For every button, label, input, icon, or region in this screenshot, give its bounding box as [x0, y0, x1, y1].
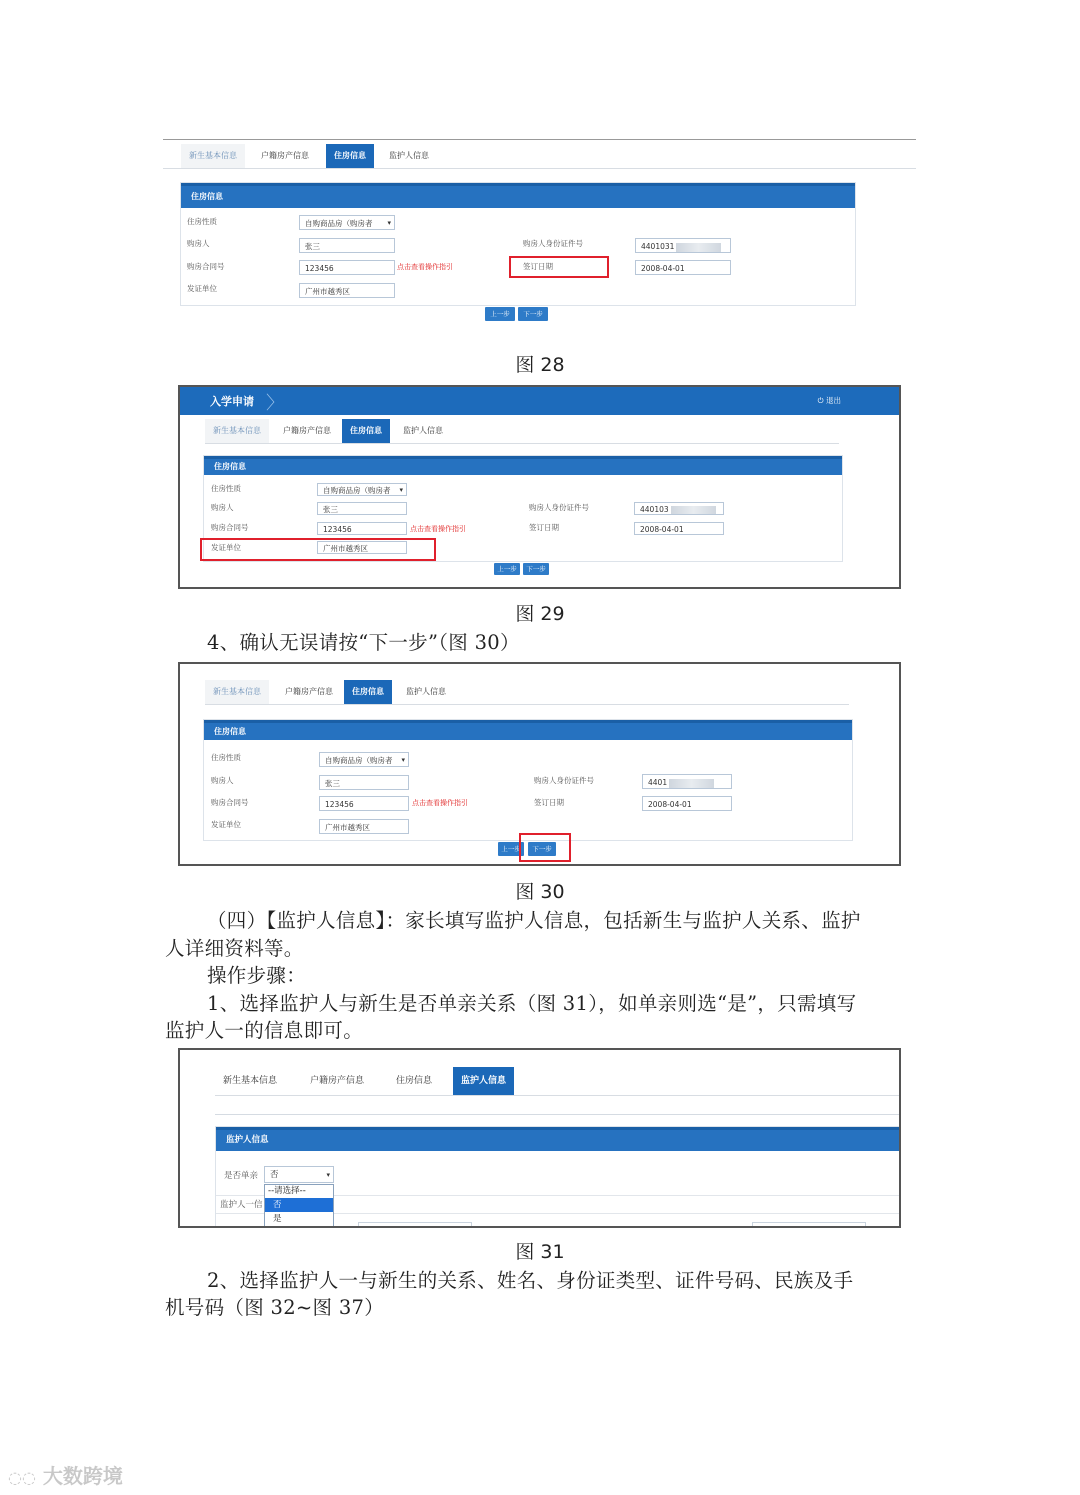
buyer-id-input[interactable]: [634, 502, 724, 515]
tab-huji-info[interactable]: 户籍房产信息: [261, 151, 309, 160]
single-parent-select[interactable]: 否 ▾: [264, 1166, 334, 1183]
step-2-line-2: 机号码（图 32~图 37）: [165, 1296, 385, 1319]
buyer-id-value: 4401: [648, 778, 668, 787]
partial-field: [358, 1222, 472, 1228]
sign-date-label: 签订日期: [529, 523, 559, 532]
figure-28-screenshot: [163, 139, 916, 329]
buyer-id-value: 440103: [640, 505, 669, 514]
contract-input[interactable]: 123456: [317, 522, 407, 535]
step-1-line-2: 监护人一的信息即可。: [165, 1019, 364, 1042]
app-header: [180, 387, 899, 415]
panel-title: 住房信息: [204, 456, 842, 475]
guide-link[interactable]: 点击查看操作指引: [412, 799, 468, 807]
contract-input[interactable]: 123456: [319, 796, 409, 811]
issuer-input[interactable]: 广州市越秀区: [317, 541, 407, 554]
tab-huji-info[interactable]: 户籍房产信息: [285, 687, 333, 696]
single-parent-dropdown[interactable]: [264, 1184, 334, 1227]
sign-date-label: 签订日期: [534, 798, 564, 807]
figure-29-caption: 图 29: [515, 603, 565, 625]
option-placeholder[interactable]: --请选择--: [268, 1186, 306, 1196]
step-2-line-1: 2、选择监护人一与新生的关系、姓名、身份证类型、证件号码、民族及手: [207, 1269, 854, 1292]
tab-huji-info[interactable]: 户籍房产信息: [310, 1076, 365, 1086]
figure-31-screenshot: [178, 1048, 901, 1228]
redacted-mask: [669, 779, 714, 788]
sign-date-label: 签订日期: [523, 262, 553, 271]
contract-label: 购房合同号: [211, 798, 249, 807]
buyer-input[interactable]: 张三: [317, 502, 407, 515]
option-no[interactable]: 否: [265, 1198, 333, 1212]
logout-button[interactable]: [818, 395, 841, 406]
chevron-right-icon: 〉: [266, 393, 284, 414]
tab-bar: [215, 1067, 899, 1096]
guardian-panel: [215, 1126, 901, 1228]
highlight-box: [200, 538, 436, 561]
tab-basic-info[interactable]: 新生基本信息: [205, 680, 269, 704]
section-heading-line-1: （四）【监护人信息】：家长填写监护人信息，包括新生与监护人关系、监护: [207, 909, 861, 932]
tab-bar: [163, 144, 916, 169]
tab-basic-info[interactable]: 新生基本信息: [181, 144, 245, 168]
tab-bar: [205, 680, 849, 705]
watermark-text: 大数跨境: [42, 1464, 123, 1488]
highlight-box: [519, 833, 571, 862]
tab-housing-info[interactable]: 住房信息: [396, 1076, 433, 1086]
tab-housing-info[interactable]: 住房信息: [342, 419, 390, 443]
nature-select[interactable]: 自购商品房（购房者 ▾: [299, 215, 395, 230]
redacted-mask: [676, 243, 721, 252]
panel-title: 住房信息: [181, 183, 855, 208]
step-1-line-1: 1、选择监护人与新生是否单亲关系（图 31），如单亲则选“是”，只需填写: [207, 992, 857, 1015]
tab-bar: [205, 419, 839, 444]
tab-housing-info[interactable]: 住房信息: [344, 680, 392, 704]
prev-button[interactable]: 上一步: [494, 563, 520, 575]
housing-panel: [180, 182, 856, 306]
divider: [215, 1114, 899, 1115]
sign-date-input[interactable]: 2008-04-01: [642, 796, 732, 811]
figure-31-caption: 图 31: [515, 1241, 565, 1263]
prev-button[interactable]: 上一步: [485, 307, 515, 321]
buyer-input[interactable]: 张三: [299, 238, 395, 253]
panel-title: 监护人信息: [216, 1127, 901, 1151]
tab-huji-info[interactable]: 户籍房产信息: [283, 426, 331, 435]
logout-label: 退出: [826, 396, 841, 405]
app-title: 入学申请: [210, 395, 254, 408]
tab-guardian-info[interactable]: 监护人信息: [406, 687, 446, 696]
tab-guardian-info[interactable]: 监护人信息: [453, 1067, 514, 1095]
next-button[interactable]: 下一步: [518, 307, 548, 321]
buyer-id-label: 购房人身份证件号: [529, 503, 589, 512]
issuer-label: 发证单位: [187, 284, 217, 293]
guardian1-label: 监护人一信: [220, 1200, 263, 1210]
figure-30-caption: 图 30: [515, 881, 565, 903]
buyer-label: 购房人: [187, 239, 210, 248]
issuer-label: 发证单位: [211, 820, 241, 829]
contract-label: 购房合同号: [211, 523, 249, 532]
nature-label: 住房性质: [211, 484, 241, 493]
nature-label: 住房性质: [187, 217, 217, 226]
housing-panel: [203, 719, 853, 841]
buyer-id-label: 购房人身份证件号: [523, 239, 583, 248]
tab-guardian-info[interactable]: 监护人信息: [389, 151, 429, 160]
issuer-input[interactable]: 广州市越秀区: [319, 819, 409, 834]
watermark-logo-icon: ◌◌: [8, 1468, 36, 1487]
prev-button[interactable]: 上一步: [498, 842, 524, 856]
sign-date-input[interactable]: 2008-04-01: [634, 522, 724, 535]
partial-field: [752, 1222, 866, 1228]
tab-basic-info[interactable]: 新生基本信息: [205, 419, 269, 443]
tab-basic-info[interactable]: 新生基本信息: [223, 1076, 278, 1086]
buyer-label: 购房人: [211, 776, 234, 785]
buyer-id-input[interactable]: [635, 238, 731, 253]
buyer-label: 购房人: [211, 503, 234, 512]
redacted-mask: [671, 506, 716, 515]
contract-label: 购房合同号: [187, 262, 225, 271]
guide-link[interactable]: 点击查看操作指引: [397, 263, 453, 271]
power-icon: ⏻: [817, 396, 826, 405]
nature-label: 住房性质: [211, 753, 241, 762]
issuer-label: 发证单位: [211, 543, 241, 552]
contract-input[interactable]: 123456: [299, 260, 395, 275]
single-parent-label: 是否单亲: [224, 1171, 259, 1181]
next-button[interactable]: 下一步: [523, 563, 549, 575]
section-heading-line-2: 人详细资料等。: [165, 937, 304, 960]
tab-housing-info[interactable]: 住房信息: [326, 144, 374, 168]
step-4-text: 4、确认无误请按“下一步”（图 30）: [207, 631, 520, 654]
buyer-id-input[interactable]: [642, 774, 732, 789]
figure-29-screenshot: [178, 385, 901, 589]
guide-link[interactable]: 点击查看操作指引: [410, 525, 466, 533]
next-button[interactable]: 下一步: [528, 842, 556, 856]
tab-guardian-info[interactable]: 监护人信息: [403, 426, 443, 435]
sign-date-input[interactable]: 2008-04-01: [635, 260, 731, 275]
issuer-input[interactable]: 广州市越秀区: [299, 283, 395, 298]
buyer-input[interactable]: 张三: [319, 775, 409, 790]
panel-title: 住房信息: [204, 720, 852, 740]
buyer-id-value: 4401031: [641, 242, 675, 251]
nature-select[interactable]: 自购商品房（购房者 ▾: [319, 752, 409, 767]
watermark: [8, 1460, 123, 1489]
buyer-id-label: 购房人身份证件号: [534, 776, 594, 785]
figure-28-caption: 图 28: [515, 354, 565, 376]
nature-select[interactable]: 自购商品房（购房者 ▾: [317, 483, 407, 496]
highlight-box: [509, 256, 609, 278]
option-yes[interactable]: 是: [273, 1214, 282, 1224]
figure-30-screenshot: [178, 662, 901, 866]
steps-label: 操作步骤：: [207, 964, 307, 987]
